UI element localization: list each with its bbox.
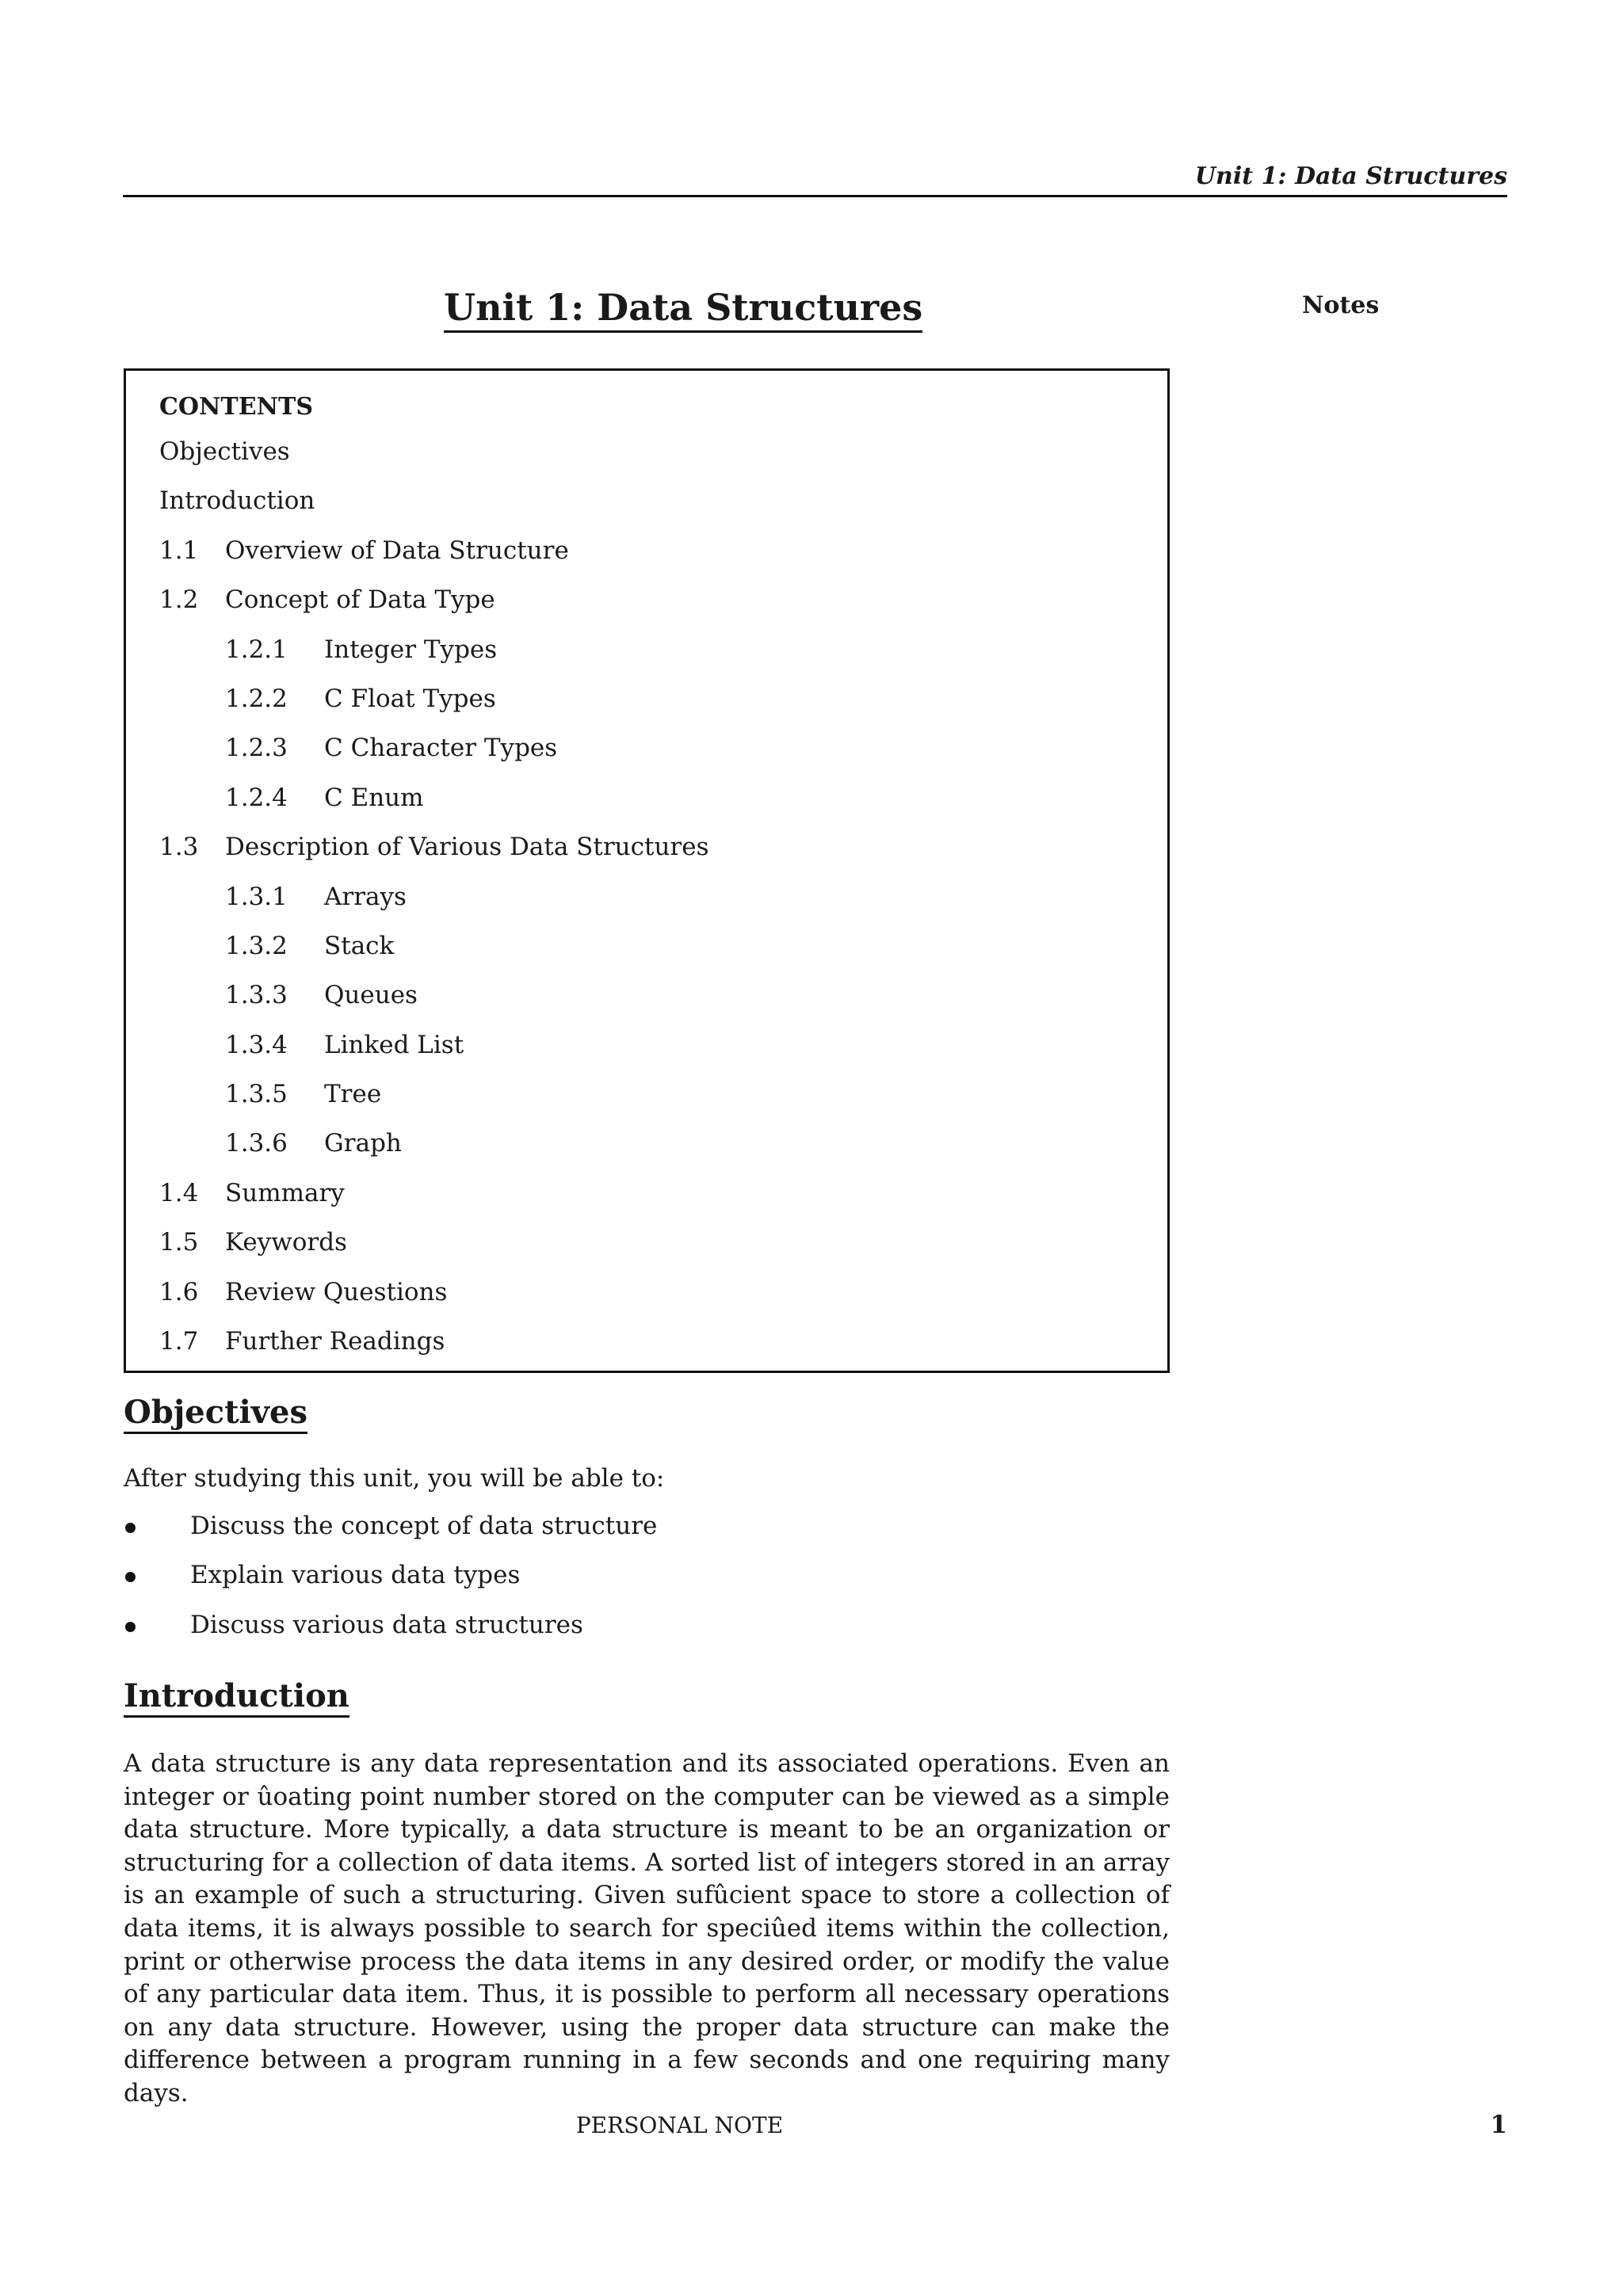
introduction-heading: Introduction — [124, 1678, 349, 1718]
contents-item-label: C Enum — [324, 783, 424, 812]
contents-item-label: Stack — [324, 931, 395, 960]
contents-item-label: Linked List — [324, 1030, 464, 1059]
contents-item-label: Review Questions — [225, 1277, 448, 1306]
contents-heading: CONTENTS — [159, 393, 314, 421]
contents-item-label: Integer Types — [324, 635, 498, 664]
contents-item-label: Objectives — [159, 437, 290, 466]
contents-item-label: Queues — [324, 981, 418, 1010]
contents-item-number: 1.3.1 — [225, 882, 288, 911]
page-number: 1 — [1490, 2111, 1507, 2139]
contents-item-number: 1.2.4 — [225, 783, 288, 812]
contents-item-label: Overview of Data Structure — [225, 536, 569, 565]
objectives-heading: Objectives — [124, 1394, 307, 1434]
contents-item-label: Summary — [225, 1178, 345, 1207]
contents-item-label: Concept of Data Type — [225, 585, 495, 615]
contents-item-number: 1.2 — [159, 585, 199, 615]
footer-text: PERSONAL NOTE — [575, 2112, 784, 2138]
running-header-title: Unit 1: Data Structures — [1194, 162, 1507, 190]
running-header — [123, 151, 1507, 197]
contents-item-number: 1.3.4 — [225, 1030, 288, 1059]
contents-item-number: 1.6 — [159, 1277, 199, 1306]
contents-item-label: Graph — [324, 1129, 402, 1158]
contents-item-number: 1.3 — [159, 833, 199, 862]
bullet-icon — [125, 1572, 136, 1582]
contents-item-number: 1.2.3 — [225, 734, 288, 763]
contents-item-number: 1.4 — [159, 1178, 199, 1207]
bullet-icon — [125, 1622, 136, 1632]
contents-item-number: 1.3.5 — [225, 1080, 288, 1109]
contents-item-number: 1.3.3 — [225, 981, 288, 1010]
contents-item-label: Tree — [324, 1080, 382, 1109]
contents-item-number: 1.1 — [159, 536, 199, 565]
contents-item-number: 1.2.2 — [225, 684, 288, 713]
contents-item-label: Introduction — [159, 486, 315, 516]
contents-item-label: C Float Types — [324, 684, 496, 713]
contents-item-number: 1.3.2 — [225, 931, 288, 960]
contents-item-number: 1.7 — [159, 1327, 199, 1356]
contents-item-number: 1.3.6 — [225, 1129, 288, 1158]
contents-item-label: Further Readings — [225, 1327, 445, 1356]
introduction-paragraph: A data structure is any data representation and its associated operations. Even an integer or ûoating point number stored on the computer can be viewed as a simple data structure. More typically, a data structure is meant to be an organization or structuring for a collection of data items. A sorted list of integers stored in an array is an example of such a structuring. Given sufûcient space to store a collection of data items, it is always possible to search for speciûed items within the collection, print or otherwise process the data items in any desired order, or modify the value of any particular data item. Thus, it is possible to perform all necessary operations on any data structure. However, using the proper data structure can make the difference between a program running in a few seconds and one requiring many days. — [124, 1749, 1170, 2107]
bullet-icon — [125, 1523, 136, 1533]
contents-item-label: Keywords — [225, 1228, 347, 1257]
objectives-intro: After studying this unit, you will be able to: — [124, 1464, 665, 1493]
notes-margin-label: Notes — [1302, 292, 1380, 319]
contents-item-label: Arrays — [324, 882, 407, 911]
contents-box — [124, 368, 1170, 1373]
contents-item-number: 1.2.1 — [225, 635, 288, 664]
page-title: Unit 1: Data Structures — [444, 287, 922, 333]
contents-item-label: Description of Various Data Structures — [225, 833, 709, 862]
contents-item-number: 1.5 — [159, 1228, 199, 1257]
contents-item-label: C Character Types — [324, 734, 558, 763]
